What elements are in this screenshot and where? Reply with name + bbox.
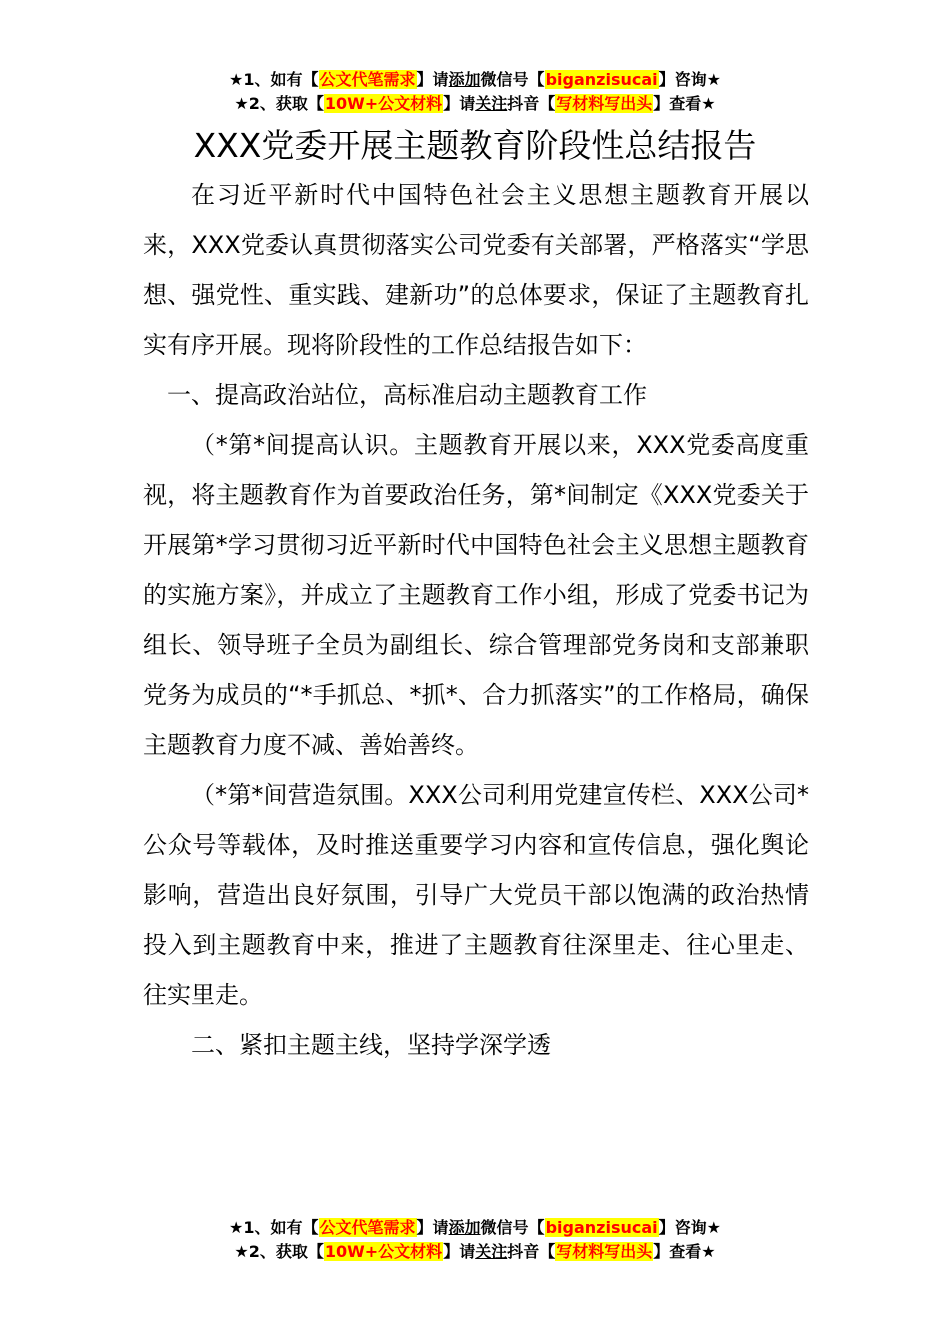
banner-text: 】查看★ <box>653 1242 716 1261</box>
banner-text: 】请 <box>416 70 449 89</box>
banner-text: 】请 <box>416 1218 449 1237</box>
banner-highlight: 公文代笔需求 <box>319 1218 416 1237</box>
banner-text: 抖音【 <box>507 94 556 113</box>
banner-line-1 <box>0 68 950 92</box>
body-paragraph: （*第*间提高认识。主题教育开展以来，XXX党委高度重视，将主题教育作为首要政治任务，第*间制定《XXX党委关于开展第*学习贯彻习近平新时代中国特色社会主义思想主题教育的实施方案》，并成立了主题教育工作小组，形成了党委书记为组长、领导班子全员为副组长、综合管理部党务岗和支部兼职党务为成员的“*手抓总、*抓*、合力抓落实”的工作格局，确保主题教育力度不减、善始善终。 <box>143 431 809 759</box>
intro-paragraph: 在习近平新时代中国特色社会主义思想主题教育开展以来，XXX党委认真贯彻落实公司党委有关部署，严格落实“学思想、强党性、重实践、建新功”的总体要求，保证了主题教育扎实有序开展。现将阶段性的工作总结报告如下： <box>143 181 809 359</box>
banner-underline: 添加 <box>448 1218 481 1237</box>
banner-text: 】咨询★ <box>658 1218 721 1237</box>
banner-underline: 关注 <box>475 94 508 113</box>
banner-line-2 <box>0 92 950 116</box>
banner-highlight: 公文代笔需求 <box>319 70 416 89</box>
banner-text: 】查看★ <box>653 94 716 113</box>
banner-text: ★1、如有【 <box>229 1218 319 1237</box>
footer-banner <box>0 1216 950 1264</box>
banner-text: ★2、获取【 <box>234 1242 324 1261</box>
body-paragraph: （*第*间营造氛围。XXX公司利用党建宣传栏、XXX公司*公众号等载体，及时推送重要学习内容和宣传信息，强化舆论影响，营造出良好氛围，引导广大党员干部以饱满的政治热情投入到主题教育中来，推进了主题教育往深里走、往心里走、往实里走。 <box>143 781 809 1009</box>
banner-highlight: biganzisucai <box>545 70 658 89</box>
banner-underline: 添加 <box>448 70 481 89</box>
banner-text: 微信号【 <box>480 1218 545 1237</box>
banner-line-2 <box>0 1240 950 1264</box>
banner-underline: 关注 <box>475 1242 508 1261</box>
banner-text: ★2、获取【 <box>234 94 324 113</box>
document-body <box>143 170 809 1070</box>
section-heading-1: 一、提高政治站位，高标准启动主题教育工作 <box>167 381 647 409</box>
banner-text: 抖音【 <box>507 1242 556 1261</box>
banner-text: ★1、如有【 <box>229 70 319 89</box>
banner-text: 】咨询★ <box>658 70 721 89</box>
header-banner <box>0 68 950 116</box>
banner-text: 】请 <box>443 94 476 113</box>
banner-highlight: biganzisucai <box>545 1218 658 1237</box>
banner-highlight: 10W+公文材料 <box>324 94 443 113</box>
banner-line-1 <box>0 1216 950 1240</box>
document-title: XXX党委开展主题教育阶段性总结报告 <box>193 126 757 165</box>
banner-highlight: 写材料写出头 <box>556 1242 653 1261</box>
banner-text: 】请 <box>443 1242 476 1261</box>
banner-highlight: 写材料写出头 <box>556 94 653 113</box>
banner-text: 微信号【 <box>480 70 545 89</box>
banner-highlight: 10W+公文材料 <box>324 1242 443 1261</box>
section-heading-2: 二、紧扣主题主线，坚持学深学透 <box>191 1031 551 1059</box>
